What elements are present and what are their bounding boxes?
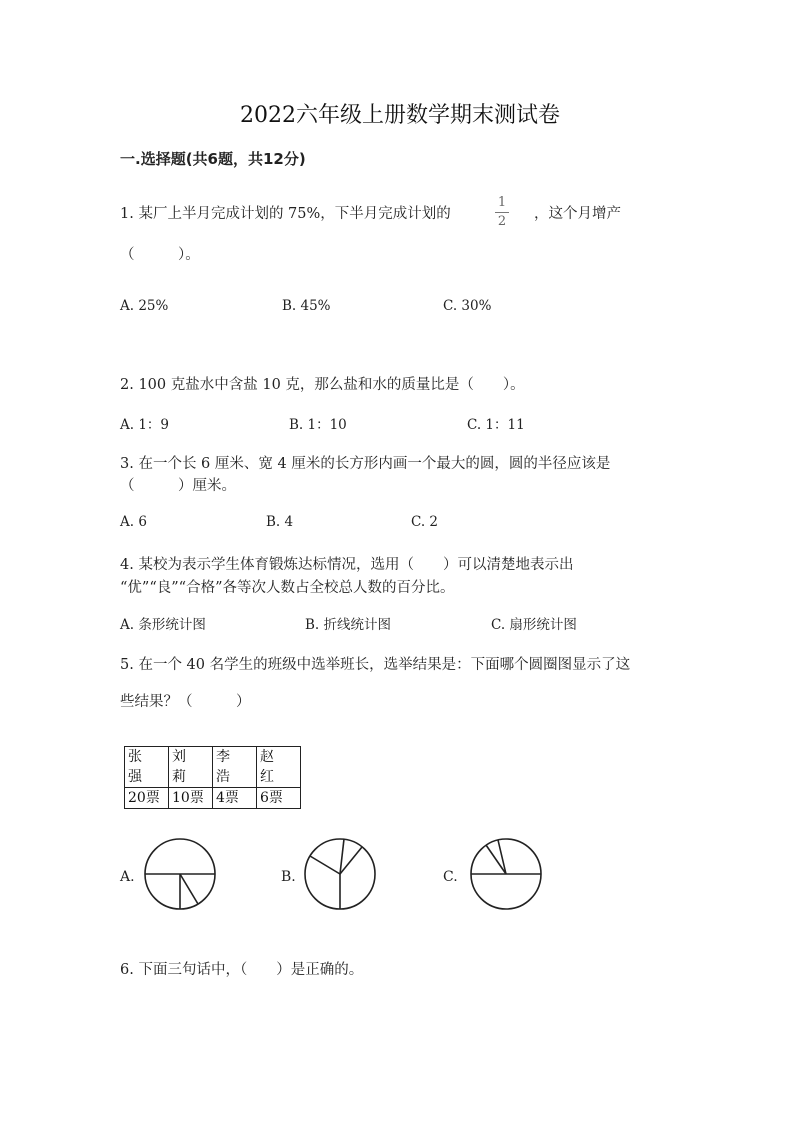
question-1-fraction	[494, 196, 510, 228]
question-1-blank: （ ）。	[120, 247, 200, 263]
pie-diagram-a	[144, 838, 216, 910]
vote-name-cell: 李 浩	[213, 747, 257, 788]
question-5-text: 5. 在一个 40 名学生的班级中选举班长，选举结果是：下面哪个圆圈图显示了这	[120, 657, 631, 673]
question-3-option-a: A. 6	[120, 514, 147, 530]
question-2-text: 2. 100 克盐水中含盐 10 克，那么盐和水的质量比是（ ）。	[120, 377, 525, 393]
pie-diagram-b	[304, 838, 376, 910]
question-4-option-a: A. 条形统计图	[120, 617, 206, 633]
question-1-option-c: C. 30%	[443, 298, 492, 314]
fraction-bar	[495, 212, 509, 213]
vote-count-cell: 20票	[125, 788, 169, 809]
question-2-option-b: B. 1：10	[289, 417, 347, 433]
pie-divider-line	[310, 856, 340, 874]
fraction-numerator: 1	[497, 195, 507, 210]
question-1-text-tail: ，这个月增产	[534, 206, 621, 222]
question-6-text: 6. 下面三句话中，（ ）是正确的。	[120, 962, 364, 978]
vote-table-names-row	[125, 747, 301, 788]
question-3-option-b: B. 4	[266, 514, 294, 530]
question-4-option-c: C. 扇形统计图	[491, 617, 577, 633]
question-4-text: 4. 某校为表示学生体育锻炼达标情况，选用（ ）可以清楚地表示出	[120, 557, 574, 573]
question-3-text: 3. 在一个长 6 厘米、宽 4 厘米的长方形内画一个最大的圆，圆的半径应该是	[120, 456, 611, 472]
vote-count-cell: 4票	[213, 788, 257, 809]
fraction-denominator: 2	[497, 214, 507, 229]
vote-name-cell: 赵 红	[257, 747, 301, 788]
question-3-blank: （ ）厘米。	[120, 478, 236, 494]
question-1-option-a: A. 25%	[120, 298, 169, 314]
question-4-text-line2: “优”“良”“合格”各等次人数占全校总人数的百分比。	[120, 580, 455, 596]
section-heading: 一.选择题(共6题，共12分)	[120, 150, 306, 168]
vote-table-votes-row	[125, 788, 301, 809]
question-2-option-a: A. 1：9	[120, 417, 170, 433]
question-1-option-b: B. 45%	[282, 298, 331, 314]
vote-count-cell: 6票	[257, 788, 301, 809]
pie-option-b-label: B.	[281, 869, 296, 885]
page-title: 2022六年级上册数学期末测试卷	[240, 103, 560, 128]
vote-table	[124, 746, 301, 809]
question-4-option-b: B. 折线统计图	[305, 617, 392, 633]
vote-count-cell: 10票	[169, 788, 213, 809]
vote-name-cell: 张 强	[125, 747, 169, 788]
pie-option-a-label: A.	[120, 869, 135, 885]
question-3-option-c: C. 2	[411, 514, 439, 530]
question-1-text: 1. 某厂上半月完成计划的 75%，下半月完成计划的	[120, 206, 451, 222]
pie-divider-line	[180, 874, 198, 904]
question-2-option-c: C. 1：11	[467, 417, 525, 433]
pie-diagram-c	[470, 838, 542, 910]
pie-option-c-label: C.	[443, 869, 458, 885]
question-5-text-line2: 些结果？（ ）	[120, 694, 251, 710]
vote-name-cell: 刘 莉	[169, 747, 213, 788]
